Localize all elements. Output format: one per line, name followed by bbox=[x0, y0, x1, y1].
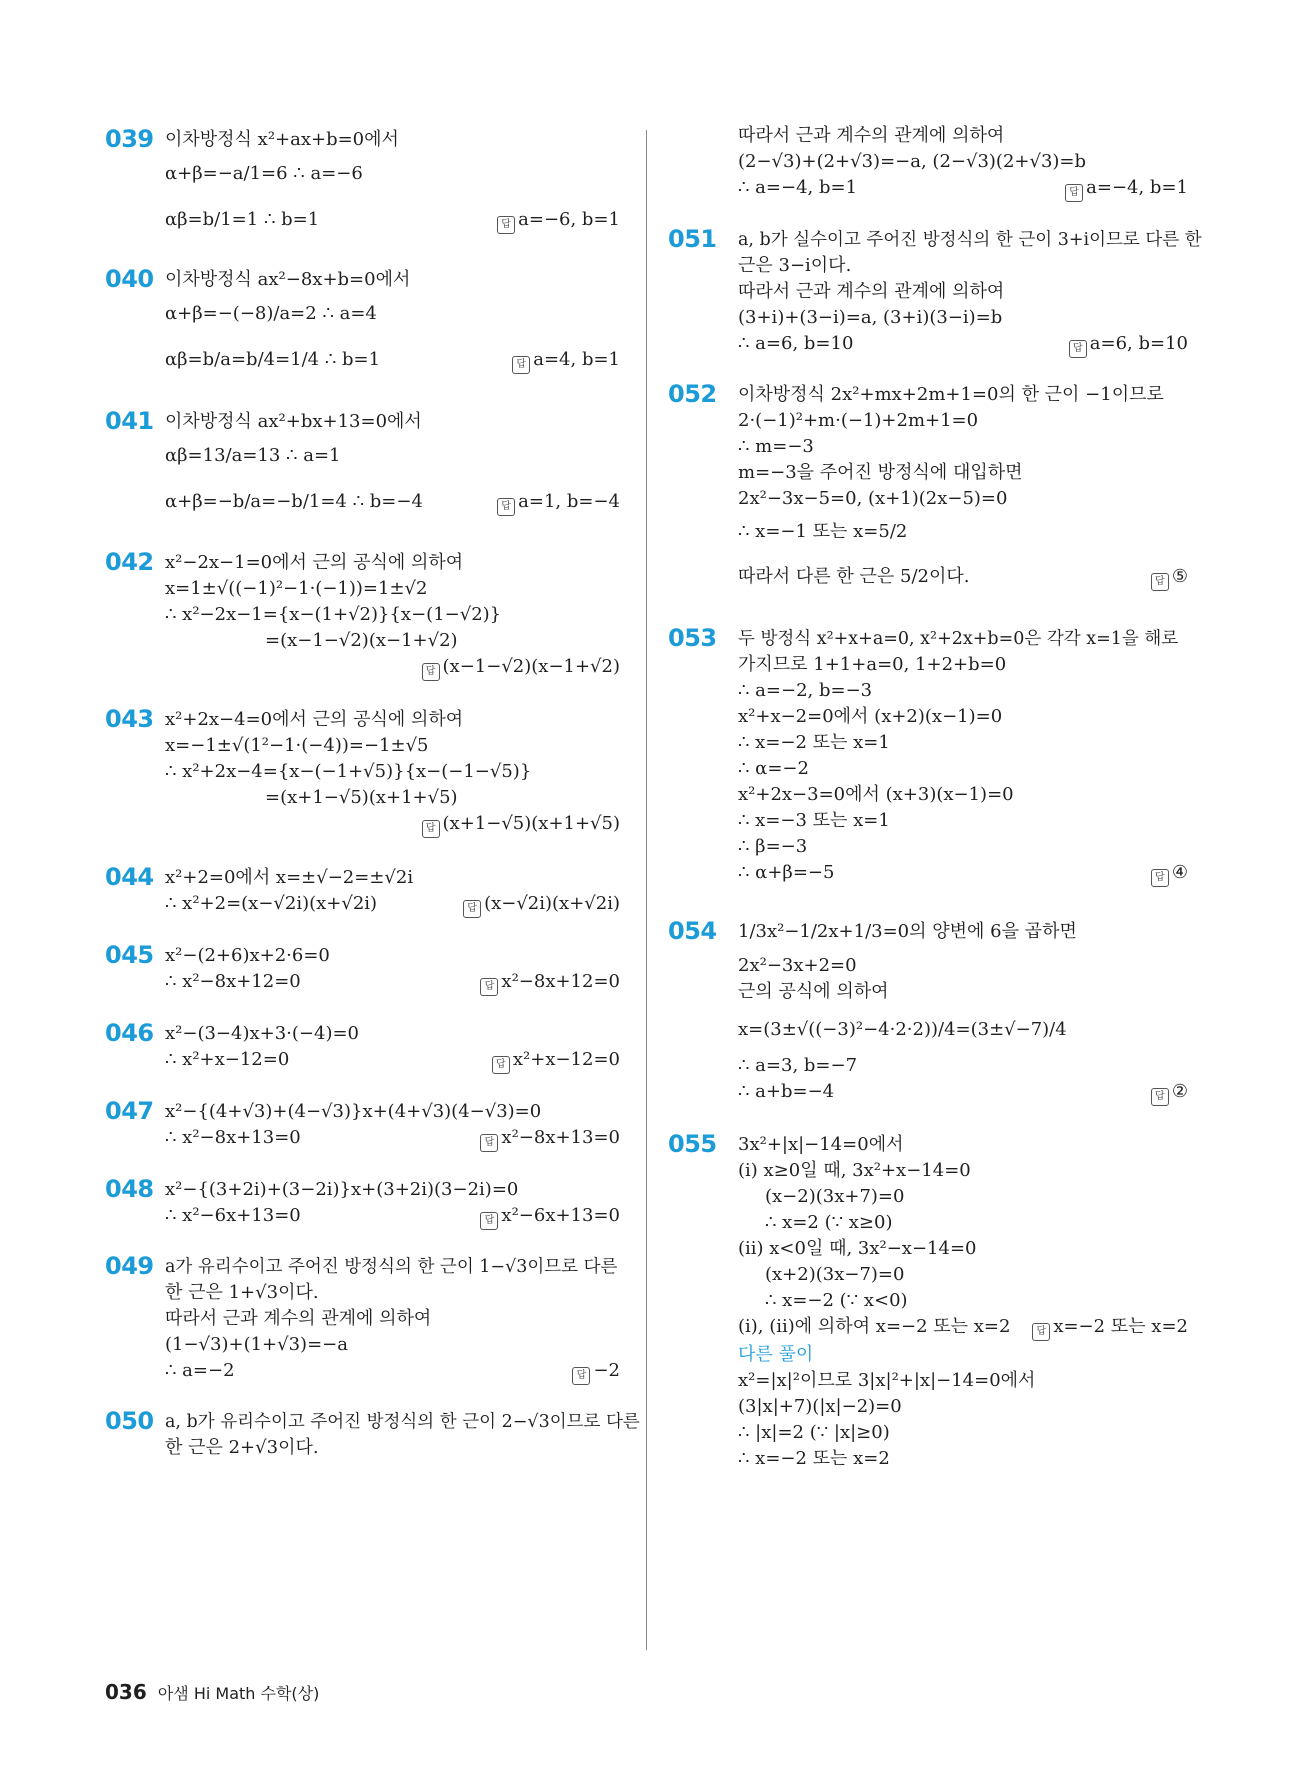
solution-text: ∴ a=−2 bbox=[165, 1360, 235, 1381]
answer-icon: 답 bbox=[497, 216, 515, 234]
solution-text: αβ=b/1=1 ∴ b=1 bbox=[165, 209, 320, 230]
solution-line: ∴ a=−2, b=−3 bbox=[738, 680, 873, 701]
solution-line: (3|x|+7)(|x|−2)=0 bbox=[738, 1396, 902, 1417]
answer-icon: 답 bbox=[1151, 1088, 1169, 1106]
solution-line: a가 유리수이고 주어진 방정식의 한 근이 1−√3이므로 다른 bbox=[165, 1257, 618, 1277]
answer-text: a=−4, b=1 bbox=[1086, 177, 1188, 198]
solution-line: =(x−1−√2)(x−1+√2) bbox=[265, 630, 458, 651]
solution-line: x=1±√((−1)²−1·(−1))=1±√2 bbox=[165, 578, 428, 599]
answer bbox=[1151, 565, 1188, 591]
solution-line: ∴ x²+2x−4={x−(−1+√5)}{x−(−1−√5)} bbox=[165, 761, 532, 782]
problem-number: 051 bbox=[668, 225, 717, 253]
solution-line: ∴ a=3, b=−7 bbox=[738, 1055, 858, 1076]
solution-text: ∴ a+b=−4 bbox=[738, 1081, 835, 1102]
solution-line: 3x²+|x|−14=0에서 bbox=[738, 1134, 904, 1155]
solution-text: (ⅰ), (ⅱ)에 의하여 x=−2 또는 x=2 bbox=[738, 1316, 1011, 1337]
answer-text: x=−2 또는 x=2 bbox=[1053, 1316, 1188, 1337]
answer-text: (x−√2i)(x+√2i) bbox=[484, 893, 620, 914]
solution-line: 2x²−3x+2=0 bbox=[738, 955, 857, 976]
answer-text: (x−1−√2)(x−1+√2) bbox=[442, 656, 620, 677]
solution-text: ∴ α+β=−5 bbox=[738, 862, 835, 883]
answer-text: a=1, b=−4 bbox=[518, 491, 620, 512]
answer-icon: 답 bbox=[463, 900, 481, 918]
solution-line: 1/3x²−1/2x+1/3=0의 양변에 6을 곱하면 bbox=[738, 921, 1077, 942]
solution-text: ∴ x²+x−12=0 bbox=[165, 1049, 290, 1070]
solution-line: (x−2)(3x+7)=0 bbox=[765, 1186, 905, 1207]
problem-number: 048 bbox=[105, 1175, 154, 1203]
solution-line: ∴ x=−3 또는 x=1 bbox=[738, 810, 890, 831]
solution-line: 따라서 근과 계수의 관계에 의하여 bbox=[738, 125, 1005, 146]
problem-number: 050 bbox=[105, 1407, 154, 1435]
solution-line: 한 근은 2+√3이다. bbox=[165, 1437, 319, 1458]
answer-icon: 답 bbox=[480, 1212, 498, 1230]
solution-line: ∴ x²−2x−1={x−(1+√2)}{x−(1−√2)} bbox=[165, 604, 502, 625]
solution-line: x=−1±√(1²−1·(−4))=−1±√5 bbox=[165, 735, 429, 756]
answer bbox=[422, 655, 620, 681]
solution-line bbox=[165, 348, 620, 372]
solution-line: x²−(3−4)x+3·(−4)=0 bbox=[165, 1023, 360, 1044]
solution-line bbox=[738, 176, 1188, 200]
solution-line bbox=[738, 332, 1188, 356]
solution-line: 두 방정식 x²+x+a=0, x²+2x+b=0은 각각 x=1을 해로 bbox=[738, 629, 1179, 649]
solution-line: a, b가 실수이고 주어진 방정식의 한 근이 3+i이므로 다른 한 bbox=[738, 230, 1202, 250]
problem-number: 047 bbox=[105, 1097, 154, 1125]
answer bbox=[463, 892, 620, 918]
solution-line bbox=[165, 970, 620, 994]
answer-text: x²−6x+13=0 bbox=[501, 1205, 620, 1226]
solution-line: ∴ |x|=2 (∵ |x|≥0) bbox=[738, 1422, 890, 1443]
solution-line: 2·(−1)²+m·(−1)+2m+1=0 bbox=[738, 410, 979, 431]
problem-number: 054 bbox=[668, 917, 717, 945]
solution-line: x²+2x−4=0에서 근의 공식에 의하여 bbox=[165, 709, 464, 730]
solution-line: 따라서 근과 계수의 관계에 의하여 bbox=[165, 1308, 432, 1329]
answer bbox=[512, 348, 620, 374]
book-title: 아샘 Hi Math 수학(상) bbox=[157, 1684, 320, 1703]
solution-line: x²−(2+6)x+2·6=0 bbox=[165, 945, 330, 966]
solution-text: 따라서 다른 한 근은 5/2이다. bbox=[738, 566, 970, 587]
problem-number: 052 bbox=[668, 380, 717, 408]
solution-line: =(x+1−√5)(x+1+√5) bbox=[265, 787, 458, 808]
answer-icon: 답 bbox=[1065, 184, 1083, 202]
problem-number: 053 bbox=[668, 624, 717, 652]
solution-line bbox=[165, 1126, 620, 1150]
solution-line: (ⅱ) x<0일 때, 3x²−x−14=0 bbox=[738, 1238, 977, 1259]
answer-icon: 답 bbox=[1032, 1323, 1050, 1341]
answer-text: a=−6, b=1 bbox=[518, 209, 620, 230]
alternative-solution-label: 다른 풀이 bbox=[738, 1344, 814, 1365]
solution-line bbox=[738, 1315, 1188, 1339]
solution-text: ∴ x²+2=(x−√2i)(x+√2i) bbox=[165, 893, 378, 914]
answer-icon: 답 bbox=[572, 1367, 590, 1385]
answer-icon: 답 bbox=[422, 820, 440, 838]
answer-text: a=4, b=1 bbox=[533, 349, 620, 370]
solution-text: ∴ x²−8x+12=0 bbox=[165, 971, 301, 992]
solution-line bbox=[738, 861, 1188, 885]
solution-line: a, b가 유리수이고 주어진 방정식의 한 근이 2−√3이므로 다른 bbox=[165, 1412, 640, 1432]
answer-icon: 답 bbox=[492, 1056, 510, 1074]
solution-line bbox=[165, 812, 620, 836]
solution-line: 따라서 근과 계수의 관계에 의하여 bbox=[738, 281, 1005, 302]
solution-line: 한 근은 1+√3이다. bbox=[165, 1282, 319, 1303]
problem-number: 041 bbox=[105, 407, 154, 435]
answer-icon: 답 bbox=[422, 663, 440, 681]
solution-text: ∴ a=−4, b=1 bbox=[738, 177, 858, 198]
solution-line: (ⅰ) x≥0일 때, 3x²+x−14=0 bbox=[738, 1160, 971, 1181]
solution-text: α+β=−b/a=−b/1=4 ∴ b=−4 bbox=[165, 491, 423, 512]
answer-icon: 답 bbox=[480, 1134, 498, 1152]
solution-line: ∴ β=−3 bbox=[738, 836, 808, 857]
answer-icon: 답 bbox=[512, 356, 530, 374]
answer bbox=[1065, 176, 1188, 202]
solution-line: α+β=−(−8)/a=2 ∴ a=4 bbox=[165, 303, 377, 324]
solution-line: x²−2x−1=0에서 근의 공식에 의하여 bbox=[165, 552, 464, 573]
solution-line: 이차방정식 ax²+bx+13=0에서 bbox=[165, 411, 422, 432]
solution-line: ∴ x=−1 또는 x=5/2 bbox=[738, 521, 908, 542]
column-divider bbox=[646, 130, 647, 1650]
solution-line bbox=[165, 1359, 620, 1383]
answer-icon: 답 bbox=[480, 978, 498, 996]
solution-line: x=(3±√((−3)²−4·2·2))/4=(3±√−7)/4 bbox=[738, 1019, 1067, 1040]
answer-text: a=6, b=10 bbox=[1089, 333, 1188, 354]
answer-text: ② bbox=[1171, 1081, 1188, 1102]
solution-line: x²−{(4+√3)+(4−√3)}x+(4+√3)(4−√3)=0 bbox=[165, 1101, 542, 1122]
solution-line: (3+i)+(3−i)=a, (3+i)(3−i)=b bbox=[738, 307, 1003, 328]
answer bbox=[422, 812, 620, 838]
solution-line: 근의 공식에 의하여 bbox=[738, 981, 889, 1002]
answer bbox=[1032, 1315, 1188, 1341]
solution-line: x²+2=0에서 x=±√−2=±√2i bbox=[165, 867, 414, 888]
solution-line: ∴ x=−2 또는 x=1 bbox=[738, 732, 890, 753]
solution-line: (2−√3)+(2+√3)=−a, (2−√3)(2+√3)=b bbox=[738, 151, 1087, 172]
solution-line: 이차방정식 x²+ax+b=0에서 bbox=[165, 129, 399, 150]
solution-line: ∴ x=2 (∵ x≥0) bbox=[765, 1212, 893, 1233]
problem-number: 046 bbox=[105, 1019, 154, 1047]
solution-text: ∴ x²−6x+13=0 bbox=[165, 1205, 301, 1226]
solution-line: ∴ α=−2 bbox=[738, 758, 809, 779]
answer bbox=[497, 208, 620, 234]
problem-number: 045 bbox=[105, 941, 154, 969]
solution-line: 가지므로 1+1+a=0, 1+2+b=0 bbox=[738, 654, 1007, 675]
answer-icon: 답 bbox=[1151, 573, 1169, 591]
answer bbox=[1151, 861, 1188, 887]
answer-icon: 답 bbox=[1151, 869, 1169, 887]
answer-text: ⑤ bbox=[1171, 566, 1188, 587]
solution-line: x²+2x−3=0에서 (x+3)(x−1)=0 bbox=[738, 784, 1014, 805]
answer bbox=[480, 1204, 620, 1230]
solution-line: 근은 3−i이다. bbox=[738, 255, 852, 276]
solution-text: ∴ x²−8x+13=0 bbox=[165, 1127, 301, 1148]
answer-text: −2 bbox=[593, 1360, 620, 1381]
solution-text: ∴ a=6, b=10 bbox=[738, 333, 854, 354]
solution-line: (x+2)(3x−7)=0 bbox=[765, 1264, 905, 1285]
problem-number: 040 bbox=[105, 265, 154, 293]
solution-line bbox=[165, 892, 620, 916]
solution-line: 2x²−3x−5=0, (x+1)(2x−5)=0 bbox=[738, 488, 1008, 509]
solution-line bbox=[165, 1204, 620, 1228]
solution-line bbox=[165, 1048, 620, 1072]
solution-line bbox=[165, 655, 620, 679]
solution-line bbox=[738, 1080, 1188, 1104]
answer-text: ④ bbox=[1171, 862, 1188, 883]
answer-text: x²+x−12=0 bbox=[512, 1049, 620, 1070]
answer-text: (x+1−√5)(x+1+√5) bbox=[442, 813, 620, 834]
answer bbox=[492, 1048, 620, 1074]
solution-text: αβ=b/a=b/4=1/4 ∴ b=1 bbox=[165, 349, 381, 370]
answer bbox=[1069, 332, 1188, 358]
answer bbox=[1151, 1080, 1188, 1106]
page-number: 036 bbox=[105, 1680, 147, 1704]
solution-line bbox=[165, 490, 620, 514]
solution-line: α+β=−a/1=6 ∴ a=−6 bbox=[165, 163, 363, 184]
answer bbox=[497, 490, 620, 516]
solution-line: 이차방정식 ax²−8x+b=0에서 bbox=[165, 269, 411, 290]
solution-line: αβ=13/a=13 ∴ a=1 bbox=[165, 445, 341, 466]
solution-line: ∴ x=−2 또는 x=2 bbox=[738, 1448, 890, 1469]
solution-line: (1−√3)+(1+√3)=−a bbox=[165, 1334, 348, 1355]
problem-number: 049 bbox=[105, 1252, 154, 1280]
solution-line: m=−3을 주어진 방정식에 대입하면 bbox=[738, 462, 1023, 483]
solution-line bbox=[165, 208, 620, 232]
solution-line: x²=|x|²이므로 3|x|²+|x|−14=0에서 bbox=[738, 1370, 1036, 1391]
problem-number: 039 bbox=[105, 125, 154, 153]
answer-icon: 답 bbox=[1069, 340, 1087, 358]
problem-number: 055 bbox=[668, 1130, 717, 1158]
problem-number: 042 bbox=[105, 548, 154, 576]
solution-line: x²−{(3+2i)+(3−2i)}x+(3+2i)(3−2i)=0 bbox=[165, 1179, 519, 1200]
answer bbox=[480, 970, 620, 996]
page-footer bbox=[105, 1680, 319, 1704]
solution-line: x²+x−2=0에서 (x+2)(x−1)=0 bbox=[738, 706, 1003, 727]
answer-icon: 답 bbox=[497, 498, 515, 516]
solution-line: ∴ x=−2 (∵ x<0) bbox=[765, 1290, 908, 1311]
answer-text: x²−8x+12=0 bbox=[501, 971, 620, 992]
answer bbox=[480, 1126, 620, 1152]
solution-line: ∴ m=−3 bbox=[738, 436, 814, 457]
answer bbox=[572, 1359, 620, 1385]
solution-line bbox=[738, 565, 1188, 589]
solution-line: 이차방정식 2x²+mx+2m+1=0의 한 근이 −1이므로 bbox=[738, 384, 1164, 405]
problem-number: 044 bbox=[105, 863, 154, 891]
answer-text: x²−8x+13=0 bbox=[501, 1127, 620, 1148]
problem-number: 043 bbox=[105, 705, 154, 733]
